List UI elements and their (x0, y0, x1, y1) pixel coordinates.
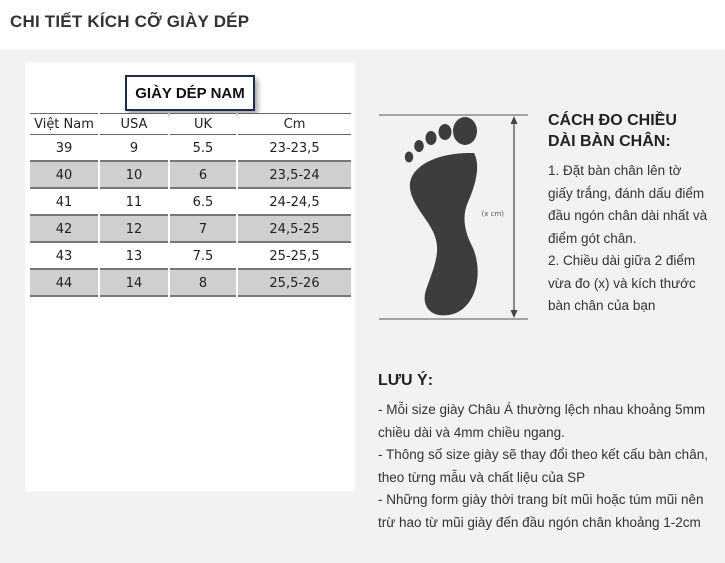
cell-cm: 24-24,5 (238, 189, 351, 216)
measure-title-line: DÀI BÀN CHÂN: (548, 133, 671, 150)
measure-title-line: CÁCH ĐO CHIỀU (548, 112, 677, 129)
table-row (30, 135, 351, 162)
cell-uk: 6 (170, 162, 236, 189)
table-row (30, 243, 351, 270)
cell-usa: 10 (100, 162, 168, 189)
cell-usa: 11 (100, 189, 168, 216)
cell-cm: 25,5-26 (238, 270, 351, 297)
cell-cm: 23-23,5 (238, 135, 351, 162)
foot-diagram (376, 112, 531, 322)
table-heading: GIÀY DÉP NAM (125, 75, 255, 111)
measure-step: 1. Đặt bàn chân lên tờ giấy trắng, đánh dấu điểm đầu ngón chân dài nhất và điểm gót chân. (548, 163, 708, 246)
arrow-top-icon (511, 116, 518, 124)
note-item: - Mỗi size giày Châu Á thường lệch nhau khoảng 5mm chiều dài và 4mm chiều ngang. (378, 402, 706, 440)
column-header-usa: USA (100, 113, 168, 135)
cell-uk: 6.5 (170, 189, 236, 216)
table-row (30, 216, 351, 243)
size-table-card (25, 62, 355, 491)
size-table (28, 113, 353, 297)
cell-uk: 7 (170, 216, 236, 243)
note-item: - Những form giày thời trang bít mũi hoặc túm mũi nên trừ hao từ mũi giày đến đầu ngón chân khoảng 1-2cm (378, 492, 704, 530)
measure-label: (x cm) (481, 210, 504, 218)
cell-uk: 5.5 (170, 135, 236, 162)
cell-uk: 8 (170, 270, 236, 297)
cell-usa: 13 (100, 243, 168, 270)
measure-steps (548, 160, 708, 318)
foot-icon (405, 117, 478, 315)
table-row (30, 189, 351, 216)
cell-cm: 24,5-25 (238, 216, 351, 243)
cell-cm: 25-25,5 (238, 243, 351, 270)
cell-usa: 9 (100, 135, 168, 162)
column-header-vietnam: Việt Nam (30, 113, 98, 135)
arrow-bottom-icon (511, 310, 518, 318)
cell-usa: 14 (100, 270, 168, 297)
note-list (378, 399, 713, 534)
cell-vietnam: 42 (30, 216, 98, 243)
cell-usa: 12 (100, 216, 168, 243)
column-header-cm: Cm (238, 113, 351, 135)
cell-vietnam: 40 (30, 162, 98, 189)
note-item: - Thông số size giày sẽ thay đổi theo kết cấu bàn chân, theo từng mẫu và chất liệu của SP (378, 447, 708, 485)
measure-title (548, 110, 718, 152)
table-row (30, 162, 351, 189)
cell-uk: 7.5 (170, 243, 236, 270)
cell-vietnam: 41 (30, 189, 98, 216)
column-header-uk: UK (170, 113, 236, 135)
cell-vietnam: 43 (30, 243, 98, 270)
cell-cm: 23,5-24 (238, 162, 351, 189)
cell-vietnam: 39 (30, 135, 98, 162)
measure-step: 2. Chiều dài giữa 2 điểm vừa đo (x) và kích thước bàn chân của bạn (548, 253, 696, 313)
page-title: CHI TIẾT KÍCH CỠ GIÀY DÉP (10, 12, 250, 31)
foot-measure-graphic (376, 112, 531, 322)
cell-vietnam: 44 (30, 270, 98, 297)
table-header-row (30, 113, 351, 135)
note-title: LƯU Ý: (378, 372, 434, 389)
table-row (30, 270, 351, 297)
